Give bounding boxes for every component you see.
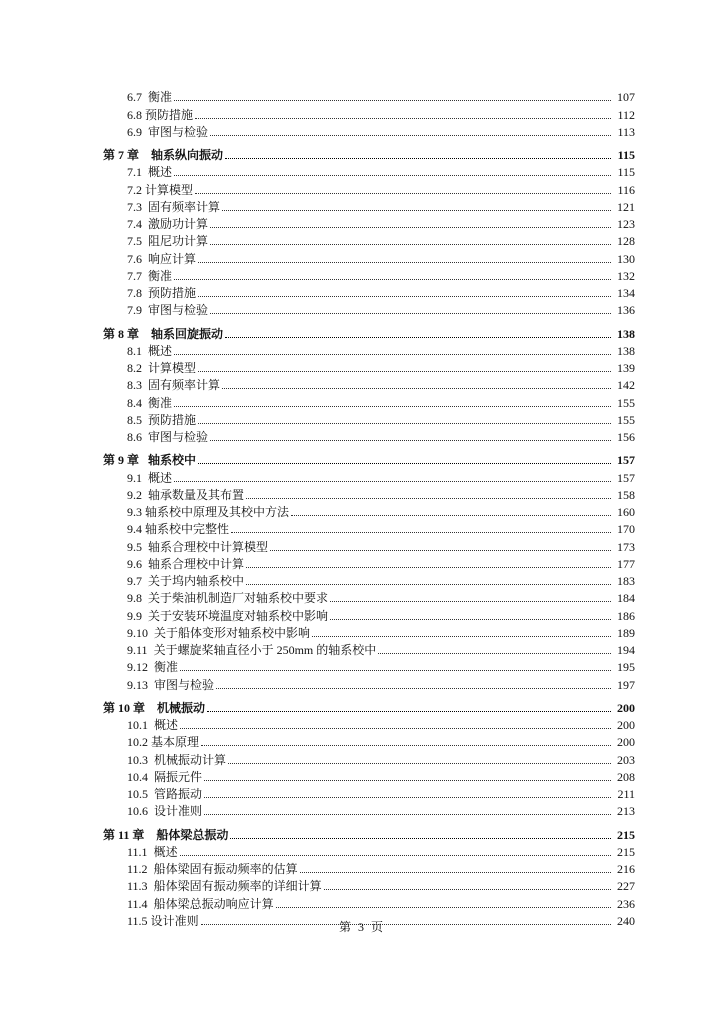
toc-entry-title: 激励功计算	[148, 217, 209, 231]
toc-section-entry[interactable]	[103, 749, 635, 766]
toc-entry-number: 9.13	[127, 677, 148, 692]
toc-entry-page-number: 184	[617, 591, 635, 606]
toc-entry-number: 9.10	[127, 625, 148, 640]
toc-section-entry[interactable]	[103, 571, 635, 588]
toc-entry-title: 概述	[154, 718, 179, 732]
toc-entry-page-number: 134	[617, 286, 635, 300]
toc-entry-page-number: 183	[617, 574, 635, 588]
toc-entry-page-number: 142	[617, 378, 635, 393]
toc-entry-title: 关于船体变形对轴系校中影响	[154, 625, 311, 640]
toc-entry-number: 11.3	[127, 879, 148, 894]
toc-entry-number: 8.4	[127, 395, 142, 410]
toc-entry-number: 7.3	[127, 199, 142, 214]
toc-entry-title: 管路振动	[154, 787, 203, 801]
dot-leader	[210, 244, 611, 245]
toc-section-entry[interactable]	[103, 300, 635, 317]
toc-entry-title: 隔振元件	[154, 769, 203, 784]
toc-entry-title: 概述	[148, 470, 173, 485]
toc-entry-page-number: 189	[617, 625, 635, 640]
toc-entry-page-number: 155	[617, 412, 635, 427]
toc-entry-page-number: 107	[617, 90, 635, 105]
toc-entry-title: 预防措施	[148, 412, 197, 427]
page-number-footer: 第 3 页	[338, 920, 385, 934]
dot-leader	[174, 481, 611, 482]
dot-leader	[174, 100, 611, 101]
toc-entry-title: 计算模型	[148, 361, 197, 375]
toc-entry-page-number: 177	[617, 556, 635, 571]
toc-entry-number: 9.7	[127, 574, 142, 588]
dot-leader	[291, 515, 611, 516]
toc-entry-page-number: 138	[617, 343, 635, 358]
toc-entry-page-number: 158	[617, 487, 635, 502]
toc-entry-title: 审图与检验	[154, 677, 215, 692]
toc-entry-page-number: 213	[617, 804, 635, 819]
toc-entry-title: 审图与检验	[148, 124, 209, 139]
dot-leader	[210, 227, 611, 228]
toc-entry-title: 轴系回旋振动	[151, 326, 224, 341]
toc-entry-number: 10.3	[127, 752, 148, 767]
dot-leader	[207, 711, 611, 712]
dot-leader	[198, 371, 611, 372]
toc-entry-title: 船体梁总振动	[156, 827, 229, 842]
toc-entry-title: 轴系校中原理及其校中方法	[145, 505, 290, 519]
toc-entry-title: 关于螺旋桨轴直径小于 250mm 的轴系校中	[153, 643, 377, 657]
toc-section-entry[interactable]	[103, 767, 635, 784]
dot-leader	[198, 296, 611, 297]
dot-leader	[330, 619, 611, 620]
toc-entry-title: 衡准	[148, 395, 173, 410]
toc-entry-page-number: 157	[617, 470, 635, 485]
dot-leader	[216, 688, 611, 689]
toc-entry-number: 9.12	[127, 660, 148, 675]
toc-entry-number: 8.6	[127, 430, 142, 444]
toc-entry-number: 7.1	[127, 165, 142, 180]
toc-entry-page-number: 200	[617, 718, 635, 732]
toc-entry-title: 概述	[148, 165, 173, 180]
toc-entry-number: 8.3	[127, 378, 142, 393]
toc-entry-page-number: 139	[617, 361, 635, 375]
dot-leader	[210, 313, 611, 314]
dot-leader	[195, 193, 611, 194]
toc-entry-number: 7.8	[127, 286, 142, 300]
dot-leader	[222, 210, 611, 211]
toc-entry-number: 9.3	[127, 505, 142, 519]
toc-entry-page-number: 215	[617, 844, 635, 859]
toc-section-entry[interactable]	[103, 197, 635, 214]
toc-section-entry[interactable]	[103, 410, 635, 427]
toc-section-entry[interactable]	[103, 519, 635, 536]
toc-entry-page-number: 200	[617, 700, 635, 715]
toc-entry-page-number: 216	[617, 862, 635, 876]
toc-entry-title: 轴系合理校中计算模型	[148, 539, 269, 554]
toc-entry-page-number: 123	[617, 217, 635, 231]
toc-entry-page-number: 121	[617, 199, 635, 214]
dot-leader	[204, 797, 611, 798]
toc-section-entry[interactable]	[103, 623, 635, 640]
dot-leader	[270, 550, 611, 551]
toc-entry-title: 船体梁固有振动频率的详细计算	[153, 879, 322, 894]
toc-entry-title: 计算模型	[145, 182, 194, 197]
toc-section-entry[interactable]	[103, 467, 635, 484]
dot-leader	[300, 872, 611, 873]
toc-entry-page-number: 173	[617, 539, 635, 554]
toc-section-entry[interactable]	[103, 266, 635, 283]
toc-entry-page-number: 160	[617, 505, 635, 519]
toc-entry-page-number: 170	[617, 522, 635, 537]
toc-section-entry[interactable]	[103, 640, 635, 657]
toc-entry-page-number: 128	[617, 234, 635, 249]
toc-entry-number: 10.1	[127, 718, 148, 732]
toc-section-entry[interactable]	[103, 427, 635, 444]
toc-entry-page-number: 112	[617, 107, 635, 122]
toc-section-entry[interactable]	[103, 732, 635, 749]
toc-entry-title: 响应计算	[148, 251, 197, 266]
toc-entry-number: 11.1	[127, 844, 148, 859]
toc-entry-number: 7.6	[127, 251, 142, 266]
toc-entry-title: 衡准	[154, 660, 179, 675]
toc-entry-number: 9.9	[127, 608, 142, 623]
dot-leader	[174, 406, 611, 407]
dot-leader	[195, 118, 611, 119]
dot-leader	[198, 262, 611, 263]
toc-section-entry[interactable]	[103, 231, 635, 248]
toc-entry-title: 关于安装环境温度对轴系校中影响	[148, 608, 329, 623]
toc-section-entry[interactable]	[103, 341, 635, 358]
toc-section-entry[interactable]	[103, 842, 635, 859]
toc-entry-page-number: 208	[617, 769, 635, 784]
toc-entry-title: 关于柴油机制造厂对轴系校中要求	[148, 591, 329, 606]
toc-entry-page-number: 211	[617, 787, 635, 801]
dot-leader	[222, 388, 611, 389]
dot-leader	[225, 158, 611, 159]
toc-entry-page-number: 132	[617, 268, 635, 283]
toc-entry-title: 衡准	[148, 268, 173, 283]
toc-entry-number: 7.2	[127, 182, 142, 197]
dot-leader	[246, 567, 611, 568]
toc-entry-page-number: 215	[617, 827, 635, 842]
toc-entry-number: 7.4	[127, 217, 142, 231]
toc-section-entry[interactable]	[103, 104, 635, 121]
toc-section-entry[interactable]	[103, 605, 635, 622]
toc-entry-title: 船体梁总振动响应计算	[153, 896, 274, 911]
dot-leader	[246, 498, 611, 499]
dot-leader	[312, 636, 611, 637]
dot-leader	[204, 780, 611, 781]
dot-leader	[174, 279, 611, 280]
toc-entry-number: 7.5	[127, 234, 142, 249]
toc-entry-number: 6.9	[127, 124, 142, 139]
toc-entry-number: 9.2	[127, 487, 142, 502]
toc-section-entry[interactable]	[103, 859, 635, 876]
toc-entry-title: 轴承数量及其布置	[148, 487, 245, 502]
toc-section-entry[interactable]	[103, 657, 635, 674]
toc-entry-title: 衡准	[148, 90, 173, 105]
toc-section-entry[interactable]	[103, 536, 635, 553]
toc-entry-number: 6.8	[127, 107, 142, 122]
toc-entry-title: 固有频率计算	[148, 378, 221, 393]
dot-leader	[225, 337, 611, 338]
toc-entry-title: 概述	[153, 844, 178, 859]
toc-entry-page-number: 203	[617, 752, 635, 767]
toc-entry-page-number: 136	[617, 303, 635, 318]
toc-section-entry[interactable]	[103, 179, 635, 196]
dot-leader	[201, 745, 611, 746]
toc-section-entry[interactable]	[103, 375, 635, 392]
toc-entry-number: 9.8	[127, 591, 142, 606]
toc-section-entry[interactable]	[103, 784, 635, 801]
toc-entry-number: 7.7	[127, 268, 142, 283]
toc-entry-page-number: 194	[617, 643, 635, 657]
toc-section-entry[interactable]	[103, 502, 635, 519]
toc-entry-number: 10.4	[127, 769, 148, 784]
toc-entry-number: 9.4	[127, 522, 142, 537]
toc-entry-number: 6.7	[127, 90, 142, 105]
toc-entry-title: 固有频率计算	[148, 199, 221, 214]
toc-entry-number: 10.6	[127, 804, 148, 819]
toc-entry-number: 9.1	[127, 470, 142, 485]
dot-leader	[198, 463, 611, 464]
toc-entry-title: 机械振动	[157, 700, 206, 715]
toc-entry-number: 第 8 章	[103, 326, 140, 341]
dot-leader	[276, 907, 611, 908]
toc-entry-page-number: 195	[617, 660, 635, 675]
toc-section-entry[interactable]	[103, 801, 635, 818]
toc-chapter-entry[interactable]	[103, 323, 635, 340]
toc-section-entry[interactable]	[103, 392, 635, 409]
toc-entry-page-number: 227	[617, 879, 635, 894]
toc-entry-number: 9.11	[127, 643, 148, 657]
toc-section-entry[interactable]	[103, 876, 635, 893]
toc-entry-page-number: 113	[617, 124, 635, 139]
toc-entry-page-number: 115	[617, 148, 635, 162]
toc-entry-number: 8.1	[127, 343, 142, 358]
toc-entry-number: 第 11 章	[103, 827, 145, 842]
toc-chapter-entry[interactable]	[103, 824, 635, 841]
toc-entry-number: 8.5	[127, 412, 142, 427]
toc-entry-number: 9.5	[127, 539, 142, 554]
toc-entry-page-number: 138	[617, 326, 635, 341]
toc-entry-page-number: 157	[617, 453, 635, 468]
toc-entry-number: 11.5	[127, 913, 148, 928]
toc-entry-title: 预防措施	[145, 107, 194, 122]
toc-entry-title: 轴系校中完整性	[145, 522, 230, 537]
toc-entry-number: 11.2	[127, 862, 148, 876]
dot-leader	[210, 440, 611, 441]
toc-entry-title: 预防措施	[148, 286, 197, 300]
toc-entry-number: 10.2	[127, 735, 148, 750]
toc-section-entry[interactable]	[103, 674, 635, 691]
dot-leader	[330, 601, 611, 602]
dot-leader	[180, 728, 611, 729]
toc-chapter-entry[interactable]	[103, 450, 635, 467]
toc-chapter-entry[interactable]	[103, 145, 635, 162]
toc-section-entry[interactable]	[103, 283, 635, 300]
dot-leader	[246, 584, 611, 585]
toc-section-entry[interactable]	[103, 248, 635, 265]
toc-section-entry[interactable]	[103, 87, 635, 104]
toc-section-entry[interactable]	[103, 162, 635, 179]
toc-entry-title: 船体梁固有振动频率的估算	[153, 862, 298, 876]
dot-leader	[180, 670, 611, 671]
toc-entry-number: 第 9 章	[103, 453, 140, 468]
toc-entry-number: 10.5	[127, 787, 148, 801]
dot-leader	[228, 763, 611, 764]
toc-entry-number: 7.9	[127, 303, 142, 318]
toc-entry-page-number: 155	[617, 395, 635, 410]
toc-entry-title: 阻尼功计算	[148, 234, 209, 249]
dot-leader	[174, 354, 611, 355]
toc-section-entry[interactable]	[103, 588, 635, 605]
toc-entry-number: 第 10 章	[103, 700, 146, 715]
dot-leader	[180, 855, 611, 856]
toc-entry-title: 关于坞内轴系校中	[148, 574, 245, 588]
toc-entry-title: 基本原理	[151, 735, 200, 750]
toc-section-entry[interactable]	[103, 554, 635, 571]
toc-section-entry[interactable]	[103, 893, 635, 910]
dot-leader	[210, 135, 611, 136]
toc-section-entry[interactable]	[103, 715, 635, 732]
toc-entry-page-number: 115	[617, 165, 635, 180]
toc-entry-page-number: 240	[617, 913, 635, 928]
toc-entry-title: 审图与检验	[148, 430, 209, 444]
dot-leader	[378, 653, 611, 654]
toc-entry-title: 机械振动计算	[154, 752, 227, 767]
dot-leader	[204, 814, 611, 815]
toc-chapter-entry[interactable]	[103, 698, 635, 715]
toc-entry-page-number: 236	[617, 896, 635, 911]
toc-entry-page-number: 197	[617, 677, 635, 692]
dot-leader	[174, 175, 611, 176]
toc-entry-page-number: 186	[617, 608, 635, 623]
toc-entry-title: 设计准则	[150, 913, 199, 928]
dot-leader	[231, 532, 611, 533]
toc-entry-title: 轴系合理校中计算	[148, 556, 245, 571]
dot-leader	[198, 423, 611, 424]
dot-leader	[324, 889, 611, 890]
toc-entry-title: 轴系纵向振动	[151, 148, 224, 162]
dot-leader	[230, 838, 611, 839]
toc-entry-number: 8.2	[127, 361, 142, 375]
toc-entry-page-number: 116	[617, 182, 635, 197]
toc-entry-title: 设计准则	[154, 804, 203, 819]
toc-entry-number: 9.6	[127, 556, 142, 571]
toc-entry-page-number: 200	[617, 735, 635, 750]
toc-section-entry[interactable]	[103, 485, 635, 502]
toc-entry-title: 轴系校中	[148, 453, 197, 468]
toc-section-entry[interactable]	[103, 122, 635, 139]
table-of-contents	[103, 87, 635, 928]
toc-entry-number: 第 7 章	[103, 148, 140, 162]
toc-section-entry[interactable]	[103, 214, 635, 231]
toc-entry-number: 11.4	[127, 896, 148, 911]
toc-entry-page-number: 130	[617, 251, 635, 266]
toc-entry-title: 审图与检验	[148, 303, 209, 318]
toc-entry-title: 概述	[148, 343, 173, 358]
toc-entry-page-number: 156	[617, 430, 635, 444]
toc-section-entry[interactable]	[103, 358, 635, 375]
